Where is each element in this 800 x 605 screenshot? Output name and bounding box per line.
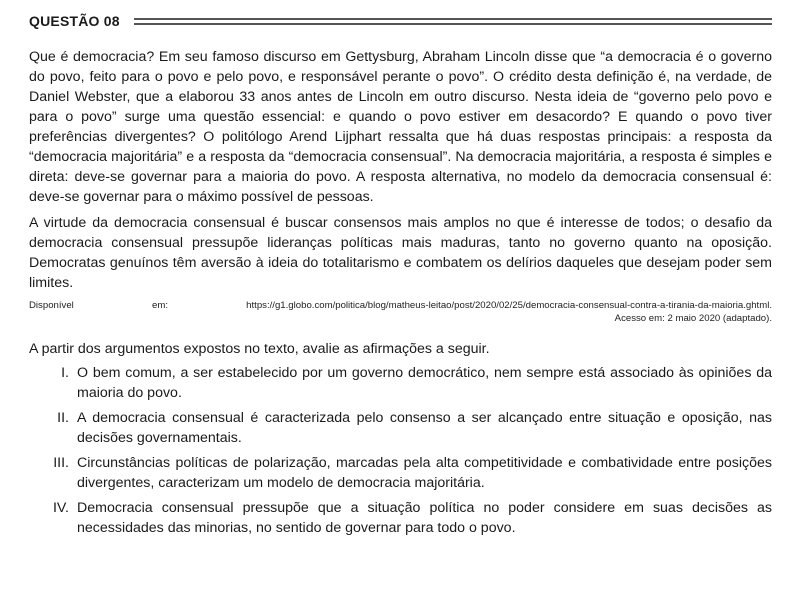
statement-item xyxy=(29,453,772,493)
question-prompt: A partir dos argumentos expostos no texto, avalie as afirmações a seguir. xyxy=(29,341,490,357)
header-rule xyxy=(134,18,772,25)
statement-item xyxy=(29,363,772,403)
question-page xyxy=(0,10,800,605)
statement-text: A democracia consensual é caracterizada pelo consenso a ser alcançado entre situação e oposição, nas decisões governamentais. xyxy=(77,410,772,446)
question-header xyxy=(29,10,772,32)
source-url: Disponível em: https://g1.globo.com/politica/blog/matheus-leitao/post/2020/02/25/democracia-consensual-contra-a-tirania-da-maioria.ghtml. xyxy=(29,300,772,311)
source-citation xyxy=(29,299,772,325)
statement-text: Democracia consensual pressupõe que a situação política no poder considere em suas decisões as necessidades das minorias, no sentido de governar para todo o povo. xyxy=(77,500,772,536)
source-access-date: Acesso em: 2 maio 2020 (adaptado). xyxy=(614,313,772,324)
statement-item xyxy=(29,408,772,448)
text-paragraph-1: Que é democracia? Em seu famoso discurso em Gettysburg, Abraham Lincoln disse que “a democracia é o governo do povo, feito para o povo e pelo povo, e responsável perante o povo”. O crédito desta definição é, na verdade, de Daniel Webster, que a elaborou 33 anos antes de Lincoln em outro discurso. Nesta ideia de “governo pelo povo e para o povo” surge uma questão essencial: e quando o povo estiver em desacordo? E quando o povo tiver preferências divergentes? O politólogo Arend Lijphart ressalta que há duas respostas principais: a resposta da “democracia majoritária” e a resposta da “democracia consensual”. Na democracia majoritária, a resposta é simples e direta: deve-se governar para a maioria do povo. A resposta alternativa, no modelo da democracia consensual é: deve-se governar para o máximo possível de pessoas. xyxy=(29,49,772,205)
statement-text: Circunstâncias políticas de polarização, marcadas pela alta competitividade e combatividade entre posições divergentes, caracterizam um modelo de democracia majoritária. xyxy=(77,455,772,491)
question-title: QUESTÃO 08 xyxy=(29,13,120,29)
statement-number: III. xyxy=(53,455,69,471)
statement-number: II. xyxy=(57,410,69,426)
statement-list xyxy=(29,363,772,538)
statement-item xyxy=(29,498,772,538)
statement-number: IV. xyxy=(52,500,69,516)
text-paragraph-2: A virtude da democracia consensual é buscar consensos mais amplos no que é interesse de todos; o desafio da democracia consensual pressupõe lideranças políticas mais maduras, tanto no governo quanto na oposição. Democratas genuínos têm aversão à ideia do totalitarismo e combatem os delírios daqueles que desejam poder sem limites. xyxy=(29,215,772,291)
statement-text: O bem comum, a ser estabelecido por um governo democrático, nem sempre está associado às opiniões da maioria do povo. xyxy=(77,365,772,401)
statement-number: I. xyxy=(61,365,69,381)
